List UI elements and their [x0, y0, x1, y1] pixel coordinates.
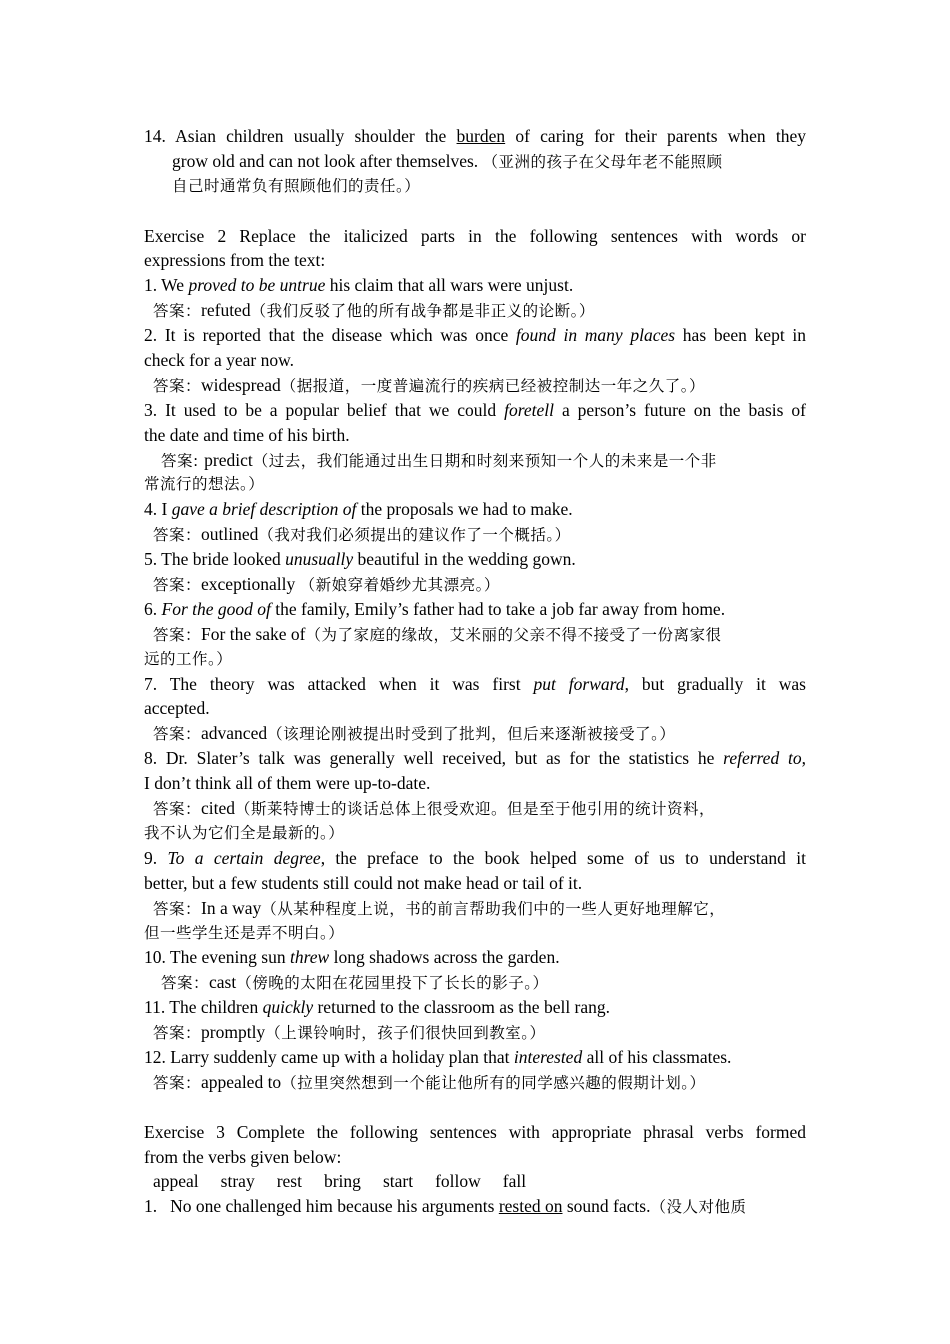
answer-8-cont: 我不认为它们全是最新的。）	[144, 823, 345, 842]
question-7: 7. The theory was attacked when it was first put forward, but gradually it was	[144, 673, 806, 694]
answer-11: 答案：promptly（上课铃响时，孩子们很快回到教室。）	[153, 1022, 546, 1043]
item14-line2: grow old and can not look after themselves. （亚洲的孩子在父母年老不能照顾	[172, 150, 723, 171]
question-6: 6. For the good of the family, Emily’s father had to take a job far away from home.	[144, 598, 726, 619]
answer-8: 答案：cited（斯莱特博士的谈话总体上很受欢迎。但是至于他引用的统计资料，	[153, 798, 716, 819]
question-10: 10. The evening sun threw long shadows across the garden.	[144, 947, 560, 968]
answer-5: 答案：exceptionally （新娘穿着婚纱尤其漂亮。）	[153, 574, 500, 595]
verb-word: rest	[276, 1171, 302, 1192]
answer-3: 答案: predict（过去，我们能通过出生日期和时刻来预知一个人的未来是一个非	[161, 449, 717, 470]
question-9: 9. To a certain degree, the preface to the book helped some of us to understand it	[144, 847, 806, 868]
question-2: 2. It is reported that the disease which was once found in many places has been kept in	[144, 325, 806, 346]
item14-line3: 自己时通常负有照顾他们的责任。）	[172, 176, 421, 195]
spacer	[144, 1095, 806, 1120]
question-9-cont: better, but a few students still could not make head or tail of it.	[144, 872, 583, 893]
verb-word: start	[382, 1171, 414, 1192]
exercise3-question-1: 1. No one challenged him because his arguments rested on sound facts.（没人对他质	[144, 1196, 747, 1217]
answer-3-cont: 常流行的想法。）	[144, 475, 265, 494]
document-body	[144, 124, 806, 1219]
answer-6: 答案：For the sake of（为了家庭的缘故，艾米丽的父亲不得不接受了一份离家很	[153, 623, 722, 644]
exercise3-heading-cont: from the verbs given below:	[144, 1146, 342, 1167]
verb-word: appeal	[153, 1171, 199, 1192]
question-8-cont: I don’t think all of them were up-to-date.	[144, 773, 431, 794]
exercise3-heading: Exercise 3 Complete the following sentences with appropriate phrasal verbs formed	[144, 1121, 806, 1142]
question-5: 5. The bride looked unusually beautiful in the wedding gown.	[144, 549, 576, 570]
underlined-word: burden	[456, 126, 506, 146]
question-1: 1. We proved to be untrue his claim that all wars were unjust.	[144, 275, 574, 296]
spacer	[144, 199, 806, 224]
verb-word: stray	[220, 1171, 255, 1192]
item14-line1: 14. Asian children usually shoulder the burden of caring for their parents when they	[144, 126, 806, 146]
question-2-cont: check for a year now.	[144, 350, 294, 371]
question-7-cont: accepted.	[144, 698, 210, 719]
answer-10: 答案：cast（傍晚的太阳在花园里投下了长长的影子。）	[161, 972, 549, 993]
question-12: 12. Larry suddenly came up with a holiday plan that interested all of his classmates.	[144, 1046, 732, 1067]
exercise2-heading-cont: expressions from the text:	[144, 250, 326, 271]
question-11: 11. The children quickly returned to the classroom as the bell rang.	[144, 997, 611, 1018]
answer-6-cont: 远的工作。）	[144, 649, 233, 668]
verb-list	[144, 1169, 806, 1194]
exercise2-heading: Exercise 2 Replace the italicized parts in the following sentences with words or	[144, 225, 806, 246]
answer-9: 答案：In a way（从某种程度上说，书的前言帮助我们中的一些人更好地理解它，	[153, 897, 726, 918]
verb-word: fall	[502, 1171, 527, 1192]
answer-7: 答案：advanced（该理论刚被提出时受到了批判，但后来逐渐被接受了。）	[153, 723, 676, 744]
answer-9-cont: 但一些学生还是弄不明白。）	[144, 923, 345, 942]
question-3: 3. It used to be a popular belief that we could foretell a person’s future on the basis of	[144, 399, 807, 420]
question-3-cont: the date and time of his birth.	[144, 424, 350, 445]
verb-word: follow	[435, 1171, 481, 1192]
question-8: 8. Dr. Slater’s talk was generally well received, but as for the statistics he referred to,	[144, 748, 806, 769]
answer-4: 答案：outlined（我对我们必须提出的建议作了一个概括。）	[153, 524, 571, 545]
answer-2: 答案：widespread（据报道，一度普遍流行的疾病已经被控制达一年之久了。）	[153, 374, 705, 395]
verb-word: bring	[323, 1171, 361, 1192]
answer-1: 答案：refuted（我们反驳了他的所有战争都是非正义的论断。）	[153, 300, 595, 321]
answer-12: 答案：appealed to（拉里突然想到一个能让他所有的同学感兴趣的假期计划。）	[153, 1071, 706, 1092]
underlined-answer: rested on	[498, 1196, 563, 1217]
question-4: 4. I gave a brief description of the proposals we had to make.	[144, 499, 573, 520]
